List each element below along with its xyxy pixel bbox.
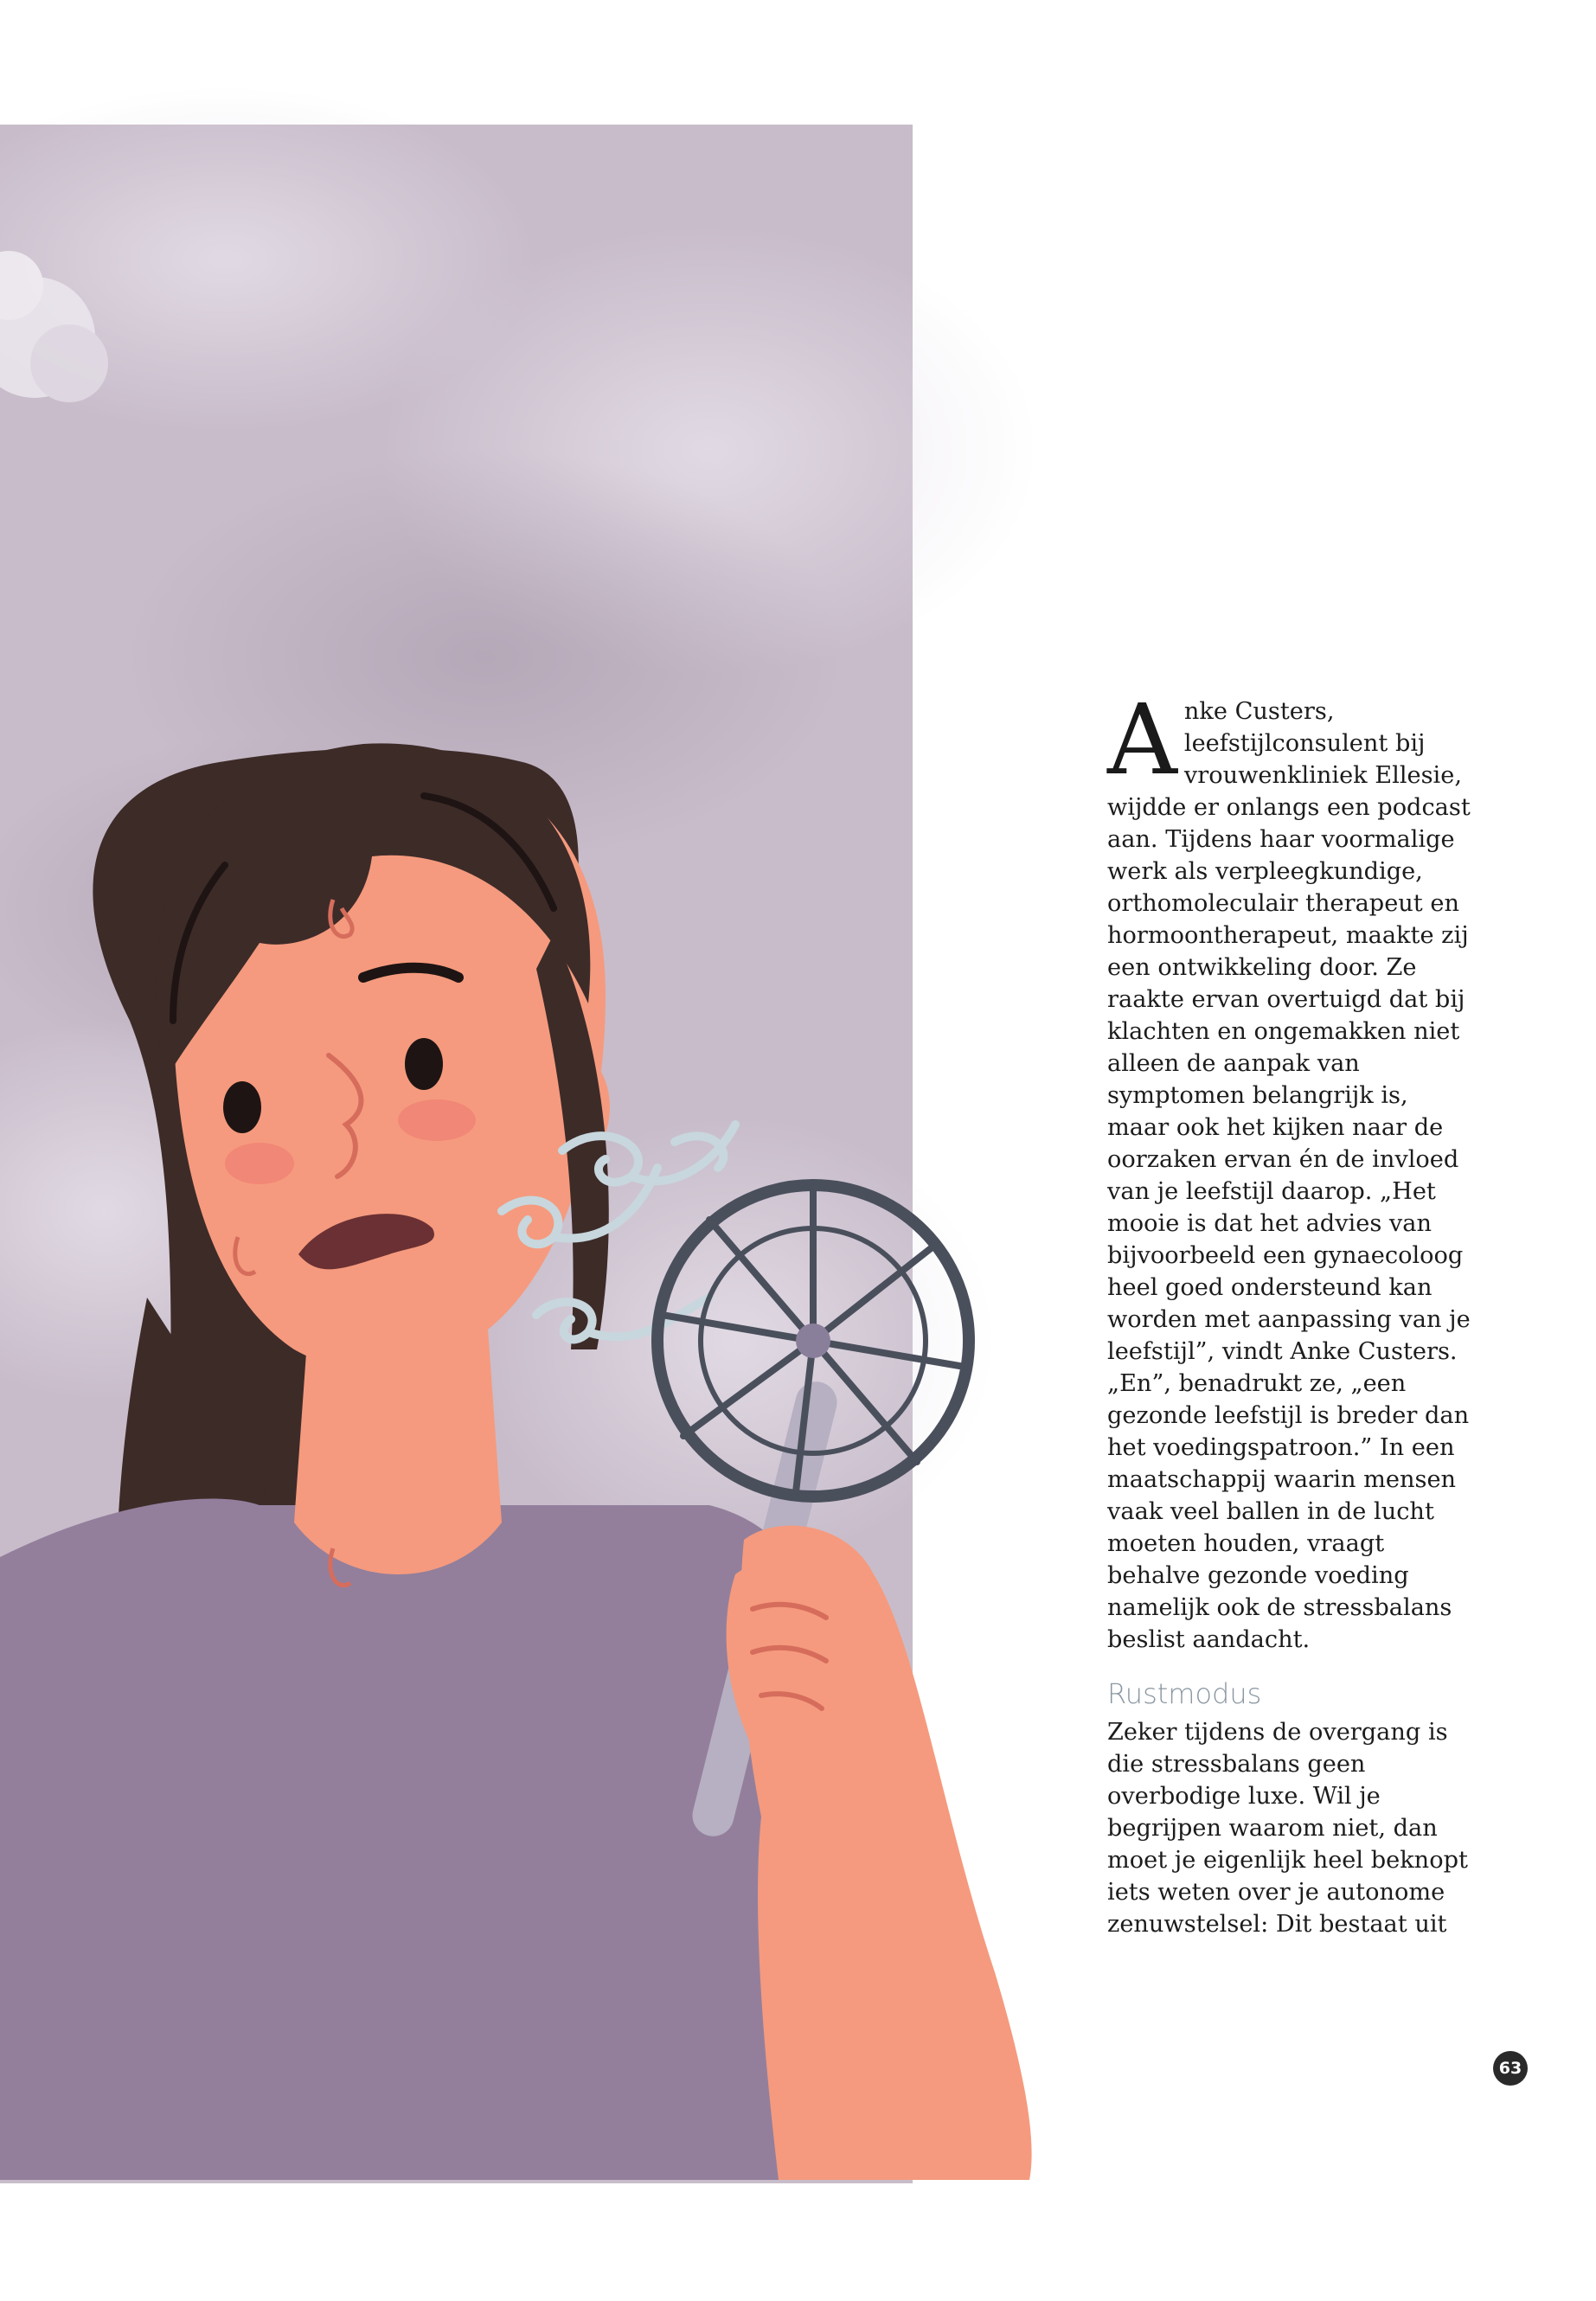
article-column: [1107, 684, 1471, 1940]
shirt: [0, 1499, 830, 2181]
section-heading: Rustmodus: [1107, 1677, 1262, 1710]
page-number-badge: 63: [1493, 2051, 1528, 2086]
drop-cap: A: [1107, 684, 1177, 797]
article-paragraph-2: Zeker tijdens de overgang is die stressbalans geen overbodige luxe. Wil je begrijpen waarom niet, dan moet je eigenlijk heel beknopt iets weten over je autonome zenuwstelsel: Dit bestaat uit: [1107, 1719, 1468, 1938]
article-intro: [1107, 684, 1471, 1656]
intro-text: nke Custers, leefstijlconsulent bij vrouwenkliniek Ellesie, wijdde er onlangs een podcast aan. Tijdens haar voormalige werk als verpleegkundige, orthomoleculair therapeut en hormoontherapeut, maakte zij een ontwikkeling door. Ze raakte ervan overtuigd dat bij klachten en ongemakken niet alleen de aanpak van symptomen belangrijk is, maar ook het kijken naar de oorzaken ervan én de invloed van je leefstijl daarop. „Het mooie is dat het advies van bijvoorbeeld een gynaecoloog heel goed ondersteund kan worden met aanpassing van je leefstijl”, vindt Anke Custers. „En”, benadrukt ze, „een gezonde leefstijl is breder dan het voedingspatroon.” In een maatschappij waarin mensen vaak veel ballen in de lucht moeten houden, vraagt behalve gezonde voeding namelijk ook de stressbalans beslist aandacht.: [1107, 698, 1471, 1653]
